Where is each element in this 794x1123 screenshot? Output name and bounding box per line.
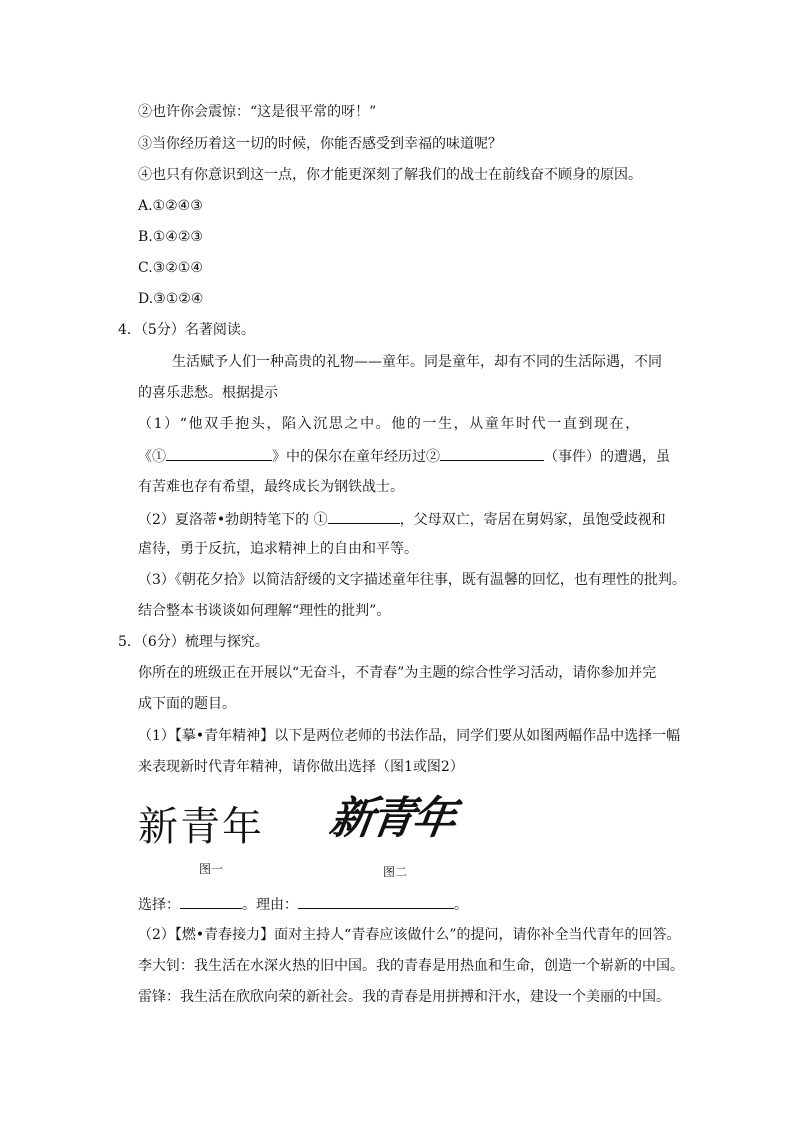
calligraphy-figure-1: 新青年 — [138, 804, 264, 850]
q4-part1-text-b: 》中的保尔在童年经历过② — [272, 449, 440, 465]
reason-label: 。理由： — [242, 897, 298, 913]
q4-part1-line-1: （1）“他双手抱头，陷入沉思之中。他的一生，从童年时代一直到现在， — [138, 416, 641, 432]
q5-part2-line-2: 李大钊：我生活在水深火热的旧中国。我的青春是用热血和生命，创造一个崭新的中国。 — [138, 958, 684, 974]
answer-blank-choice[interactable] — [180, 893, 242, 909]
q4-intro-line-2: 的喜乐悲愁。根据提示 — [138, 385, 278, 401]
question-5-title: 5．（6分）梳理与探究。 — [118, 634, 269, 650]
choice-d: D.③①②④ — [138, 291, 204, 307]
q4-part3-line-1: （3）《朝花夕拾》以简洁舒缓的文字描述童年往事，既有温馨的回忆，也有理性的批判。 — [138, 572, 686, 588]
answer-blank-event[interactable] — [440, 445, 544, 461]
q4-intro-line-1: 生活赋予人们一种高贵的礼物——童年。同是童年，却有不同的生活际遇，不同 — [172, 354, 662, 370]
choice-b: B.①④②③ — [138, 229, 203, 245]
option-item-3: ③当你经历着这一切的时候，你能否感受到幸福的味道呢？ — [138, 136, 502, 152]
q4-part2-text-a: （2）夏洛蒂•勃朗特笔下的 ① — [138, 512, 328, 528]
q5-part1-line-2: 来表现新时代青年精神，请你做出选择（图1或图2） — [138, 759, 464, 775]
choice-reason-line — [138, 893, 468, 915]
q5-intro-line-2: 成下面的题目。 — [138, 696, 236, 712]
question-4-title: 4．（5分）名著阅读。 — [118, 322, 255, 338]
choice-c: C.③②①④ — [138, 260, 203, 276]
q4-part2-line-2: 虐待，勇于反抗，追求精神上的自由和平等。 — [138, 541, 418, 557]
q5-part2-line-3: 雷锋：我生活在欣欣向荣的新社会。我的青春是用拼搏和汗水，建设一个美丽的中国。 — [138, 989, 670, 1005]
q4-part3-line-2: 结合整本书谈谈如何理解“理性的批判”。 — [138, 603, 391, 619]
q4-part1-text-a: 《① — [138, 449, 166, 465]
q4-part2-text-b: ，父母双亡，寄居在舅妈家，虽饱受歧视和 — [399, 512, 666, 528]
choice-a: A.①②④③ — [138, 198, 203, 214]
option-item-4: ④也只有你意识到这一点，你才能更深刻了解我们的战士在前线奋不顾身的原因。 — [138, 167, 642, 183]
answer-blank-character[interactable] — [328, 508, 400, 524]
q5-part1-line-1: （1）【摹•青年精神】以下是两位老师的书法作品，同学们要从如图两幅作品中选择一幅 — [138, 728, 681, 744]
option-item-2: ②也许你会震惊：“这是很平常的呀！” — [138, 104, 377, 120]
figure-2-caption: 图二 — [383, 865, 408, 879]
answer-blank-reason[interactable] — [298, 893, 454, 909]
q4-part2-line-1 — [138, 508, 666, 530]
choice-label: 选择： — [138, 897, 180, 913]
q4-part1-line-3: 有苦难也存有希望，最终成长为钢铁战士。 — [138, 479, 404, 495]
answer-blank-book-title[interactable] — [166, 445, 272, 461]
q4-part1-text-c: （事件）的遭遇，虽 — [544, 449, 670, 465]
end-period: 。 — [454, 897, 468, 913]
q5-part2-line-1: （2）【燃•青春接力】面对主持人“青春应该做什么”的提问，请你补全当代青年的回答。 — [138, 927, 681, 943]
calligraphy-figure-2: 新青年 — [326, 793, 457, 844]
q5-intro-line-1: 你所在的班级正在开展以“无奋斗，不青春”为主题的综合性学习活动，请你参加并完 — [138, 665, 657, 681]
q4-part1-line-2 — [138, 445, 670, 467]
figure-1-caption: 图一 — [199, 862, 224, 876]
